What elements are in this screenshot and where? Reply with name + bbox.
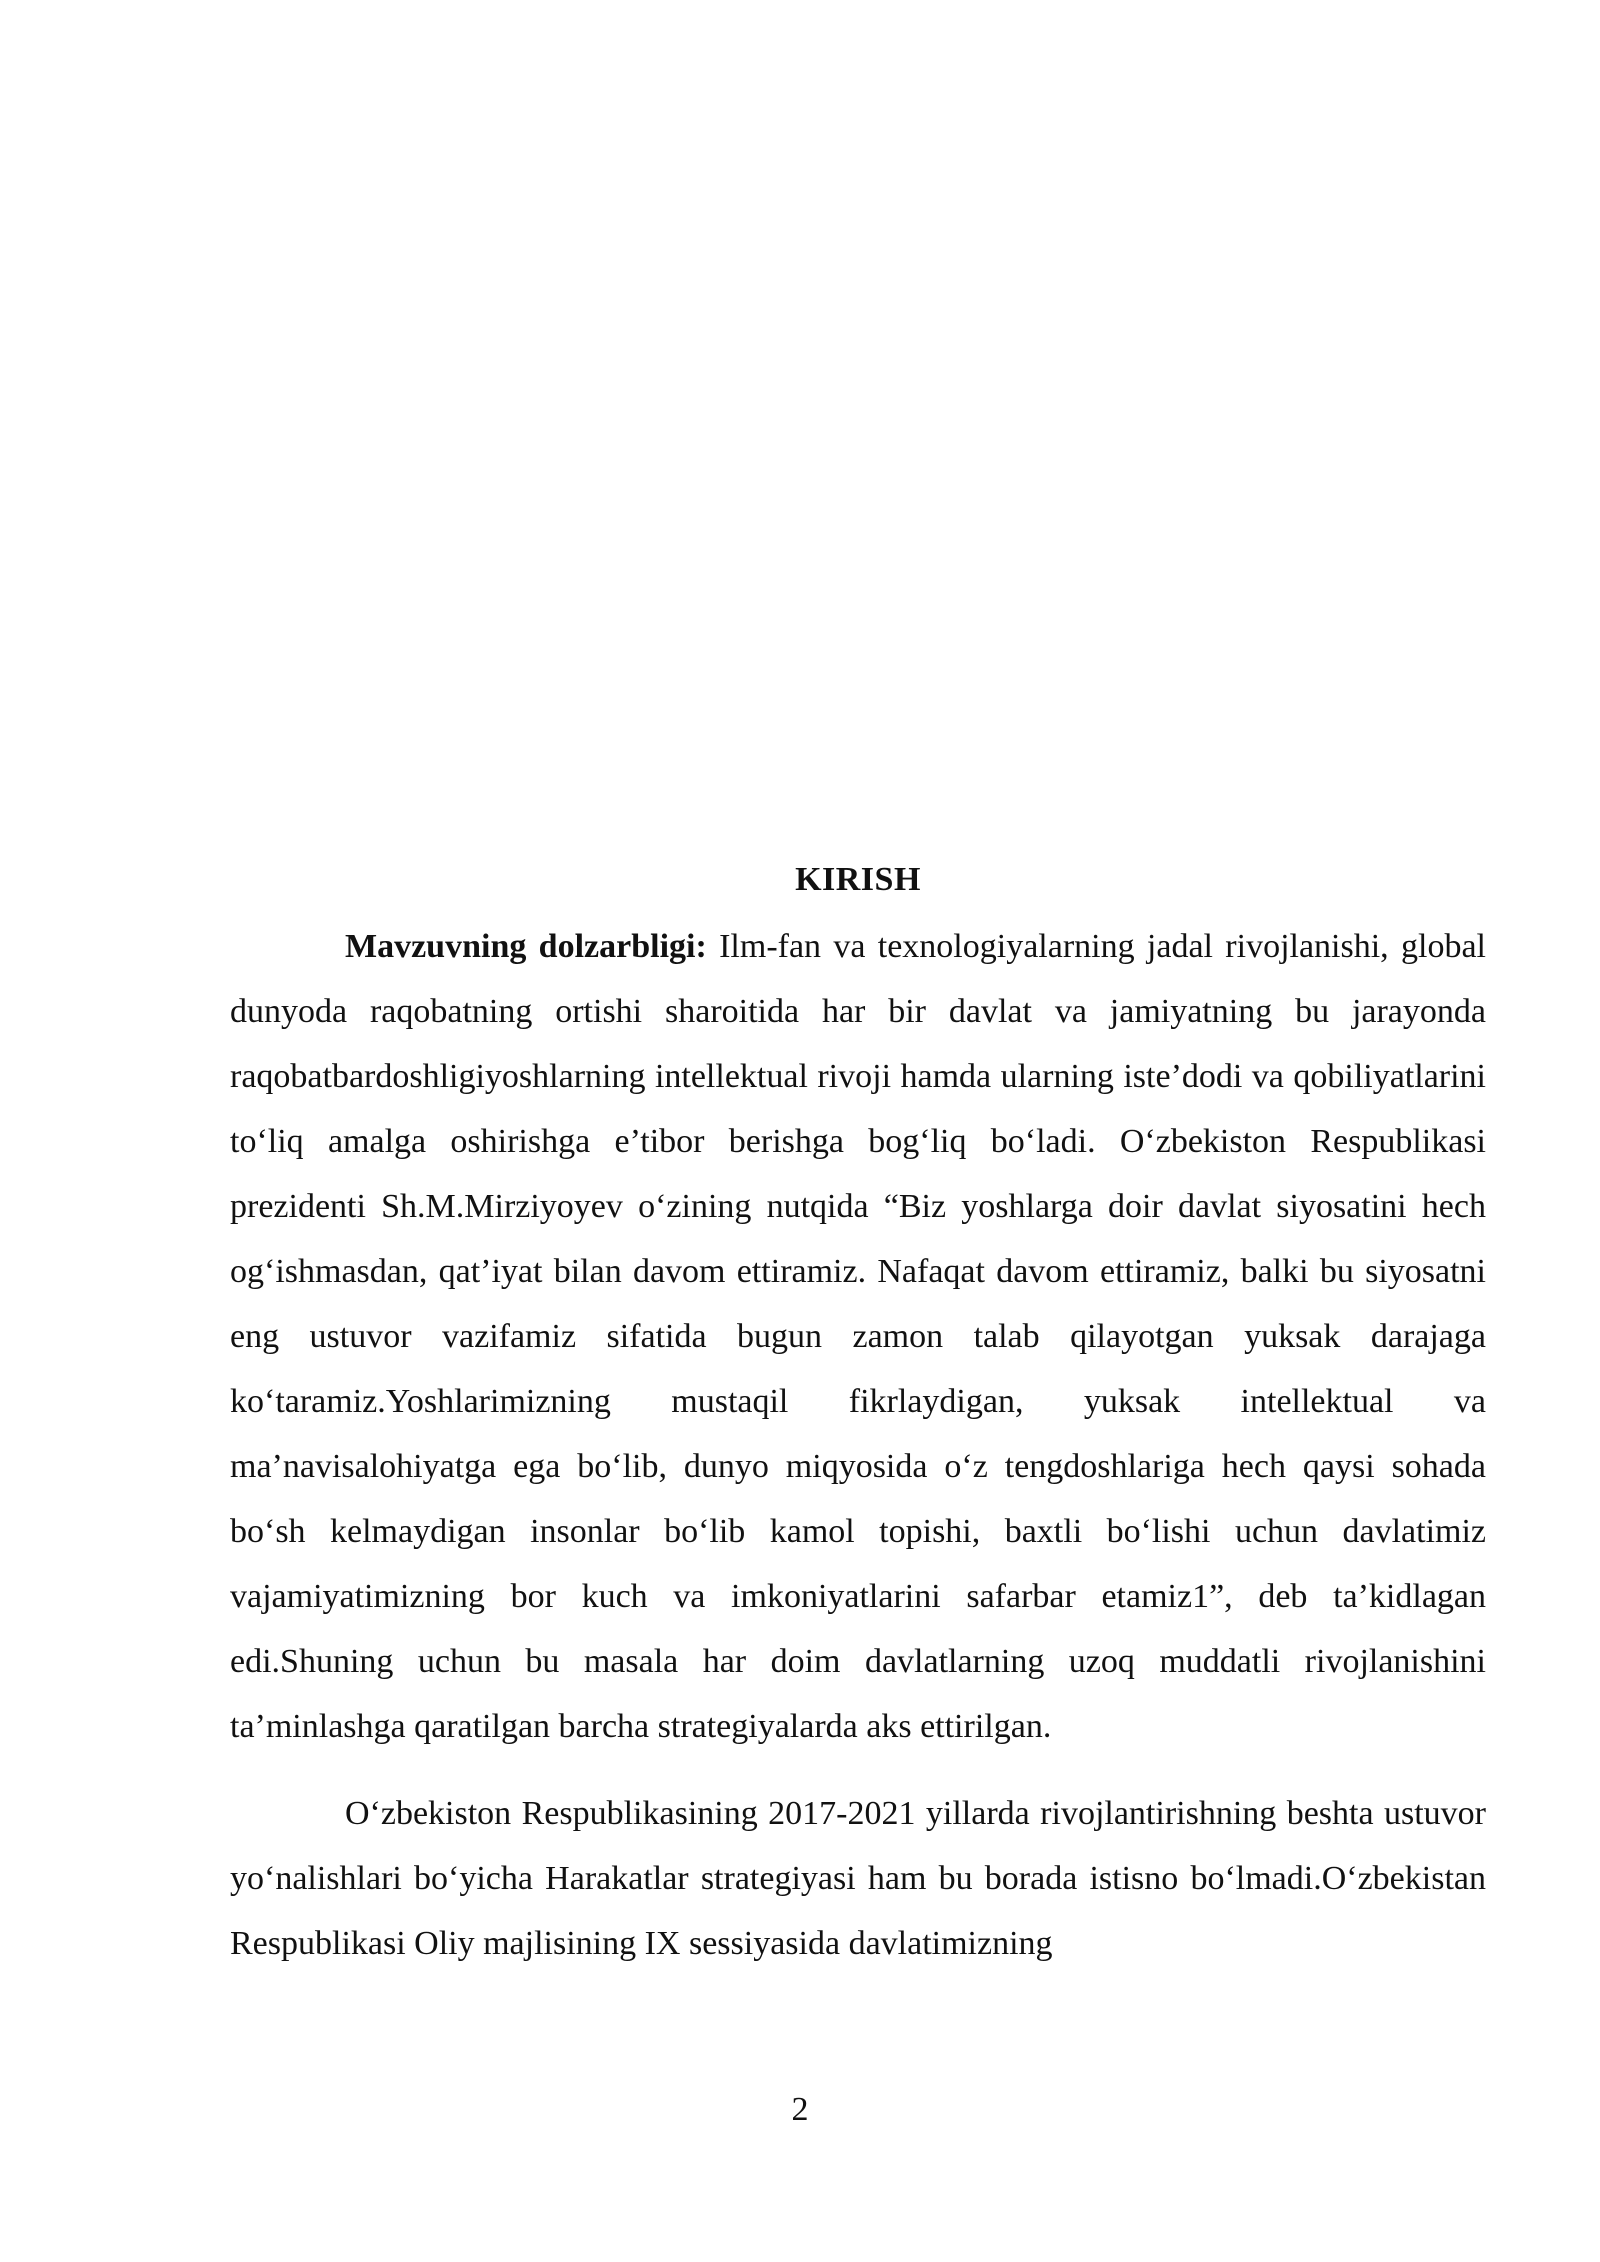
paragraph-relevance (230, 914, 1486, 1759)
section-heading: KIRISH (795, 861, 921, 898)
paragraph-strategy (230, 1781, 1486, 1976)
paragraph-text: O‘zbekiston Respublikasining 2017-2021 yillarda rivojlantirishning beshta ustuvor yo‘nalishlari bo‘yicha Harakatlar strategiyasi ham bu borada istisno bo‘lmadi.O‘zbekistan Respublikasi Oliy majlisining IX sessiyasida davlatimizning (230, 1795, 1486, 1962)
paragraph-lead: Mavzuvning dolzarbligi: (345, 928, 707, 965)
page-content (230, 850, 1486, 1976)
paragraph-text: Ilm-fan va texnologiyalarning jadal rivojlanishi, global dunyoda raqobatning ortishi sharoitida har bir davlat va jamiyatning bu jarayonda raqobatbardoshligiyoshlarning intellektual rivoji hamda ularning iste’dodi va qobiliyatlarini to‘liq amalga oshirishga e’tibor berishga bog‘liq bo‘ladi. O‘zbekiston Respublikasi prezidenti Sh.M.Mirziyoyev o‘zining nutqida “Biz yoshlarga doir davlat siyosatini hech og‘ishmasdan, qat’iyat bilan davom ettiramiz. Nafaqat davom ettiramiz, balki bu siyosatni eng ustuvor vazifamiz sifatida bugun zamon talab qilayotgan yuksak darajaga ko‘taramiz.Yoshlarimizning mustaqil fikrlaydigan, yuksak intellektual va ma’navisalohiyatga ega bo‘lib, dunyo miqyosida o‘z tengdoshlariga hech qaysi sohada bo‘sh kelmaydigan insonlar bo‘lib kamol topishi, baxtli bo‘lishi uchun davlatimiz vajamiyatimizning bor kuch va imkoniyatlarini safarbar etamiz1”, deb ta’kidlagan edi.Shuning uchun bu masala har doim davlatlarning uzoq muddatli rivojlanishini ta’minlashga qaratilgan barcha strategiyalarda aks ettirilgan. (230, 928, 1486, 1745)
page-number: 2 (791, 2091, 809, 2128)
